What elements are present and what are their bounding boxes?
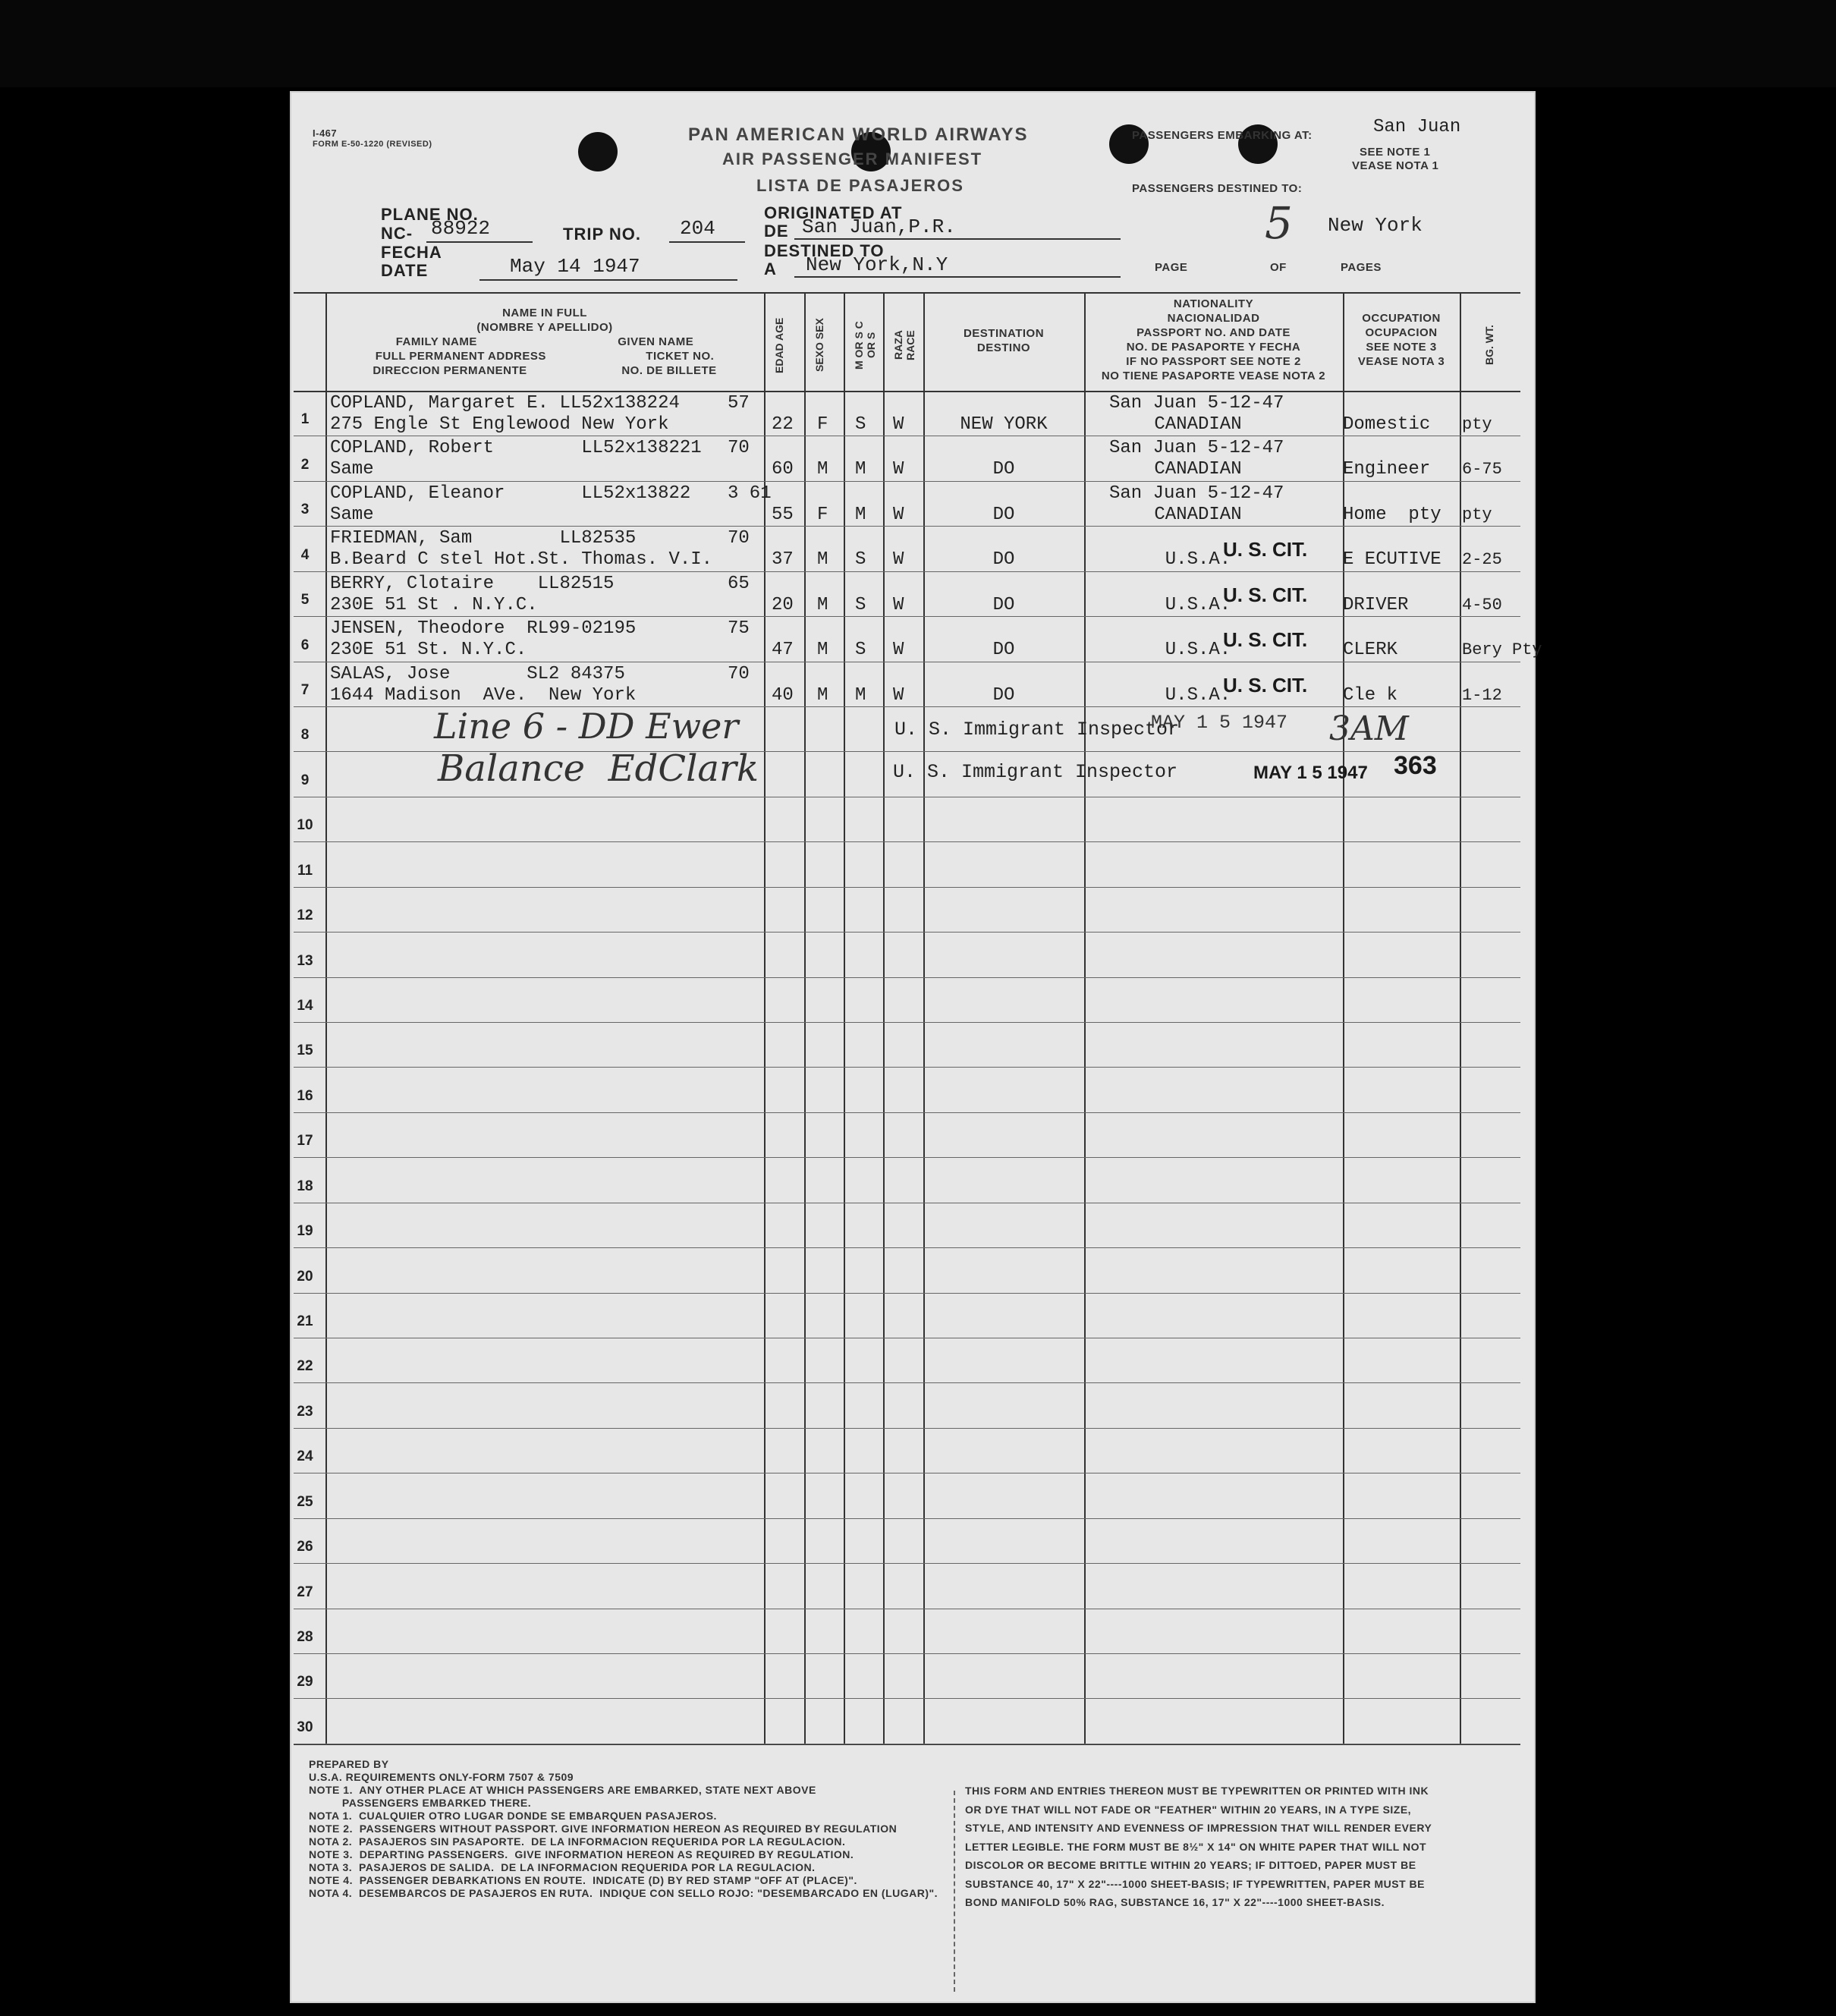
time-line8: 3AM — [1329, 709, 1409, 748]
passenger-nationality: CANADIAN — [1154, 414, 1242, 435]
passenger-sex: M — [817, 549, 828, 571]
col-header-bg-wt: BG. WT. — [1483, 325, 1495, 366]
header-bottom-border — [294, 391, 1520, 392]
col-billete: NO. DE BILLETE — [621, 364, 717, 377]
passenger-bg-wt: 2-25 — [1462, 550, 1502, 570]
passenger-address: 1644 Madison AVe. New York — [330, 684, 637, 706]
row-divider — [294, 1157, 1520, 1158]
destined-to-underline — [794, 276, 1121, 278]
row-number: 19 — [297, 1223, 313, 1240]
col-occupation-line: SEE NOTE 3 — [1366, 341, 1437, 354]
row-number: 3 — [300, 502, 310, 518]
col-nationality-line: NO TIENE PASAPORTE VEASE NOTA 2 — [1101, 370, 1326, 382]
row-divider — [294, 887, 1520, 888]
passenger-nationality: U.S.A. — [1165, 549, 1231, 571]
passenger-sex: M — [817, 684, 828, 706]
col-destination-line: DESTINATION — [963, 327, 1045, 340]
passenger-occupation: Engineer — [1343, 459, 1431, 480]
row-divider — [294, 1022, 1520, 1023]
passenger-occupation: Home pty — [1343, 504, 1441, 525]
passenger-weight: 3 61 — [728, 483, 772, 504]
passenger-bg-wt: 1-12 — [1462, 685, 1502, 705]
passenger-nationality: U.S.A. — [1165, 684, 1231, 706]
passenger-bg-wt: 6-75 — [1462, 460, 1502, 480]
de-label: DE — [764, 222, 789, 241]
plane-prefix: NC- — [381, 224, 413, 243]
punch-hole — [578, 132, 618, 171]
passenger-age: 55 — [772, 504, 794, 525]
row-number: 16 — [297, 1087, 313, 1104]
passenger-address: Same — [330, 504, 374, 525]
col-header-nationality — [1084, 297, 1343, 383]
row-number: 20 — [297, 1268, 313, 1285]
row-divider — [294, 1247, 1520, 1248]
col-name-row — [325, 349, 764, 363]
col-occupation-line: VEASE NOTA 3 — [1357, 355, 1445, 368]
table-top-border — [294, 292, 1520, 294]
note-line: NOTA 3. PASAJEROS DE SALIDA. DE LA INFORMACION REQUERIDA POR LA REGULACION. — [309, 1861, 816, 1873]
row-number: 30 — [297, 1719, 313, 1735]
passenger-destination: DO — [992, 459, 1015, 480]
passenger-race: W — [893, 549, 904, 571]
airline-name: PAN AMERICAN WORLD AIRWAYS — [688, 124, 1029, 145]
row-number: 12 — [297, 907, 313, 924]
passenger-name-ticket: FRIEDMAN, Sam LL82535 — [330, 528, 637, 549]
note-line: PREPARED BY — [309, 1758, 389, 1770]
passenger-nationality: CANADIAN — [1154, 504, 1242, 525]
passenger-occupation: Cle k — [1343, 684, 1398, 706]
col-occupation-line: OCCUPATION — [1362, 312, 1441, 325]
passenger-sex: F — [817, 504, 828, 525]
passenger-race: W — [893, 640, 904, 661]
col-header-race: RAZA RACE — [892, 330, 916, 360]
row-number: 29 — [297, 1674, 313, 1690]
row-divider — [294, 1518, 1520, 1519]
passenger-marital: S — [855, 549, 866, 571]
col-family-name: FAMILY NAME — [395, 335, 477, 348]
passenger-bg-wt: pty — [1462, 415, 1492, 434]
row-divider — [294, 1563, 1520, 1564]
originated-value: San Juan,P.R. — [802, 215, 956, 238]
col-border — [804, 292, 806, 1745]
passenger-occupation: Domestic — [1343, 414, 1431, 435]
passenger-passport: San Juan 5-12-47 — [1109, 483, 1284, 504]
date-underline — [479, 279, 737, 281]
col-header-age: EDAD AGE — [773, 317, 785, 373]
note-line: NOTE 2. PASSENGERS WITHOUT PASSPORT. GIVE INFORMATION HEREON AS REQUIRED BY REGULATION — [309, 1823, 898, 1835]
passenger-weight: 70 — [728, 528, 750, 549]
passenger-age: 22 — [772, 414, 794, 435]
note-line: U.S.A. REQUIREMENTS ONLY-FORM 7507 & 7509 — [309, 1771, 574, 1783]
col-direccion: DIRECCION PERMANENTE — [373, 364, 527, 377]
notes-separator — [954, 1791, 955, 1992]
col-name-line: (NOMBRE Y APELLIDO) — [476, 321, 613, 334]
see-note-1: SEE NOTE 1 — [1360, 146, 1431, 159]
col-name-row — [325, 335, 764, 349]
date-value: May 14 1947 — [510, 255, 640, 278]
handwritten-line9: Balance EdClark — [438, 747, 759, 790]
row-divider — [294, 1067, 1520, 1068]
inspector-line9: U. S. Immigrant Inspector — [893, 761, 1178, 783]
passenger-sex: F — [817, 414, 828, 435]
passenger-bg-wt: 4-50 — [1462, 595, 1502, 615]
row-number: 14 — [297, 998, 313, 1014]
row-divider — [294, 1293, 1520, 1294]
row-divider — [294, 1653, 1520, 1654]
passenger-name-ticket: JENSEN, Theodore RL99-02195 — [330, 618, 637, 640]
passenger-marital: M — [855, 459, 866, 480]
trip-no-label: TRIP NO. — [563, 225, 641, 244]
col-header-destination — [923, 326, 1084, 355]
row-number: 10 — [297, 817, 313, 834]
row-divider — [294, 1698, 1520, 1699]
row-divider — [294, 1382, 1520, 1383]
passenger-address: 230E 51 St . N.Y.C. — [330, 594, 538, 615]
row-number: 11 — [297, 862, 313, 879]
passenger-destination: NEW YORK — [960, 414, 1048, 435]
note-line: NOTA 4. DESEMBARCOS DE PASAJEROS EN RUTA. INDIQUE CON SELLO ROJO: "DESEMBARCADO EN (LUGAR)". — [309, 1887, 938, 1899]
col-header-occupation — [1343, 311, 1460, 369]
row-number: 5 — [300, 592, 310, 609]
col-header-marital: M OR S C OR S — [853, 321, 877, 370]
passenger-race: W — [893, 414, 904, 435]
note-line: NOTE 1. ANY OTHER PLACE AT WHICH PASSENGERS ARE EMBARKED, STATE NEXT ABOVE — [309, 1784, 816, 1796]
form-id: I-467 — [313, 127, 338, 139]
a-label: A — [764, 259, 777, 278]
col-nationality-line: PASSPORT NO. AND DATE — [1136, 326, 1291, 339]
passenger-name-ticket: COPLAND, Eleanor LL52x13822 — [330, 483, 691, 504]
passenger-occupation: DRIVER — [1343, 594, 1409, 615]
manifest-title-es: LISTA DE PASAJEROS — [756, 176, 964, 195]
row-divider — [294, 481, 1520, 482]
handwritten-line8: Line 6 - DD Ewer — [434, 706, 739, 747]
col-ticket: TICKET NO. — [646, 350, 715, 363]
passenger-address: 275 Engle St Englewood New York — [330, 414, 669, 435]
col-border — [325, 292, 327, 1745]
scan-background — [0, 0, 1836, 87]
passenger-marital: M — [855, 684, 866, 706]
destined-to-label: DESTINED TO — [764, 241, 885, 260]
passenger-bg-wt: Bery Pty — [1462, 640, 1542, 660]
plane-no: 88922 — [431, 217, 491, 240]
row-number: 23 — [297, 1403, 313, 1420]
col-nationality-line: NATIONALITY — [1173, 297, 1254, 310]
passenger-marital: M — [855, 504, 866, 525]
note-line: NOTA 2. PASAJEROS SIN PASAPORTE. DE LA INFORMACION REQUERIDA POR LA REGULACION. — [309, 1835, 846, 1848]
note-line: NOTE 4. PASSENGER DEBARKATIONS EN ROUTE. INDICATE (D) BY RED STAMP "OFF AT (PLACE)". — [309, 1874, 857, 1886]
row-number: 17 — [297, 1133, 313, 1150]
manifest-page — [290, 91, 1542, 2003]
passenger-address: B.Beard C stel Hot.St. Thomas. V.I. — [330, 549, 713, 571]
passenger-name-ticket: COPLAND, Margaret E. LL52x138224 — [330, 393, 680, 414]
passenger-passport: San Juan 5-12-47 — [1109, 438, 1284, 459]
col-border — [883, 292, 885, 1745]
col-border — [844, 292, 845, 1745]
citizenship-stamp: U. S. CIT. — [1223, 583, 1308, 606]
passenger-marital: S — [855, 640, 866, 661]
form-id-revised: FORM E-50-1220 (REVISED) — [313, 140, 432, 149]
stamp-date-line9: MAY 1 5 1947 — [1253, 763, 1368, 783]
col-destination-line: DESTINO — [976, 341, 1031, 354]
passenger-marital: S — [855, 594, 866, 615]
of-label: OF — [1270, 261, 1287, 274]
notes-right: THIS FORM AND ENTRIES THEREON MUST BE TYPEWRITTEN OR PRINTED WITH INK OR DYE THAT WILL NOT FADE OR "FEATHER" WITHIN 20 YEARS, IN A TYPE SIZE, STYLE, AND INTENSITY AND EVENNESS OF IMPRESSION THAT WILL RENDER EVERY LETTER LEGIBLE. THE FORM MUST BE 8½" X 14" ON WHITE PAPER THAT WILL NOT DISCOLOR OR BECOME BRITTLE WITHIN 20 YEARS; IF DITTOED, PAPER MUST BE SUBSTANCE 40, 17" X 22"----1000 SHEET-BASIS; IF TYPEWRITTEN, PAPER MUST BE BOND MANIFOLD 50% RAG, SUBSTANCE 16, 17" X 22"----1000 SHEET-BASIS. — [965, 1785, 1432, 1908]
passenger-nationality: U.S.A. — [1165, 640, 1231, 661]
citizenship-stamp: U. S. CIT. — [1223, 628, 1308, 652]
row-divider — [294, 932, 1520, 933]
inspector-line8: U. S. Immigrant Inspector — [894, 719, 1180, 741]
row-number: 6 — [300, 637, 310, 653]
passenger-race: W — [893, 594, 904, 615]
row-number: 4 — [300, 546, 310, 563]
passenger-destination: DO — [992, 640, 1015, 661]
row-divider — [294, 571, 1520, 572]
col-border — [1460, 292, 1461, 1745]
row-number: 8 — [300, 727, 310, 744]
passenger-weight: 65 — [728, 573, 750, 594]
passenger-weight: 70 — [728, 663, 750, 684]
trip-no-underline — [669, 241, 745, 243]
passenger-age: 37 — [772, 549, 794, 571]
passenger-age: 40 — [772, 684, 794, 706]
passenger-race: W — [893, 459, 904, 480]
passenger-destination: DO — [992, 594, 1015, 615]
passenger-name-ticket: COPLAND, Robert LL52x138221 — [330, 438, 702, 459]
passenger-weight: 70 — [728, 438, 750, 459]
citizenship-stamp: U. S. CIT. — [1223, 538, 1308, 561]
passenger-address: 230E 51 St. N.Y.C. — [330, 640, 527, 661]
col-nationality-line: IF NO PASSPORT SEE NOTE 2 — [1126, 355, 1301, 368]
passenger-name-ticket: BERRY, Clotaire LL82515 — [330, 573, 615, 594]
passenger-destination: DO — [992, 684, 1015, 706]
destined-value: New York — [1328, 214, 1423, 237]
row-number: 21 — [297, 1313, 313, 1330]
trip-no: 204 — [680, 217, 715, 240]
note-line: NOTE 3. DEPARTING PASSENGERS. GIVE INFORMATION HEREON AS REQUIRED BY REGULATION. — [309, 1848, 854, 1860]
row-number: 13 — [297, 952, 313, 969]
plane-no-label: PLANE NO. — [381, 205, 479, 224]
passenger-weight: 75 — [728, 618, 750, 640]
row-divider — [294, 1112, 1520, 1113]
row-number: 2 — [300, 456, 310, 473]
manifest-title: AIR PASSENGER MANIFEST — [722, 149, 983, 168]
destined-to-value: New York,N.Y — [806, 253, 948, 276]
passenger-sex: M — [817, 459, 828, 480]
col-name-row — [325, 363, 764, 378]
stamp-date-line8: MAY 1 5 1947 — [1151, 712, 1288, 734]
originated-underline — [794, 238, 1121, 240]
passenger-address: Same — [330, 459, 374, 480]
passenger-bg-wt: pty — [1462, 505, 1492, 524]
passenger-race: W — [893, 684, 904, 706]
passenger-passport: San Juan 5-12-47 — [1109, 393, 1284, 414]
passenger-destination: DO — [992, 504, 1015, 525]
col-nationality-line: NO. DE PASAPORTE Y FECHA — [1126, 341, 1301, 354]
note-line: PASSENGERS EMBARKED THERE. — [309, 1797, 532, 1809]
passenger-age: 47 — [772, 640, 794, 661]
passenger-table — [294, 292, 1542, 1745]
passenger-sex: M — [817, 640, 828, 661]
row-divider — [294, 977, 1520, 978]
col-address: FULL PERMANENT ADDRESS — [375, 350, 546, 363]
passenger-destination: DO — [992, 549, 1015, 571]
row-number: 25 — [297, 1493, 313, 1510]
passenger-nationality: U.S.A. — [1165, 594, 1231, 615]
citizenship-stamp: U. S. CIT. — [1223, 673, 1308, 697]
col-occupation-line: OCUPACION — [1365, 326, 1438, 339]
row-number: 26 — [297, 1539, 313, 1555]
row-number: 7 — [300, 682, 310, 698]
row-number: 22 — [297, 1358, 313, 1375]
row-number: 9 — [300, 772, 310, 788]
row-number: 18 — [297, 1178, 313, 1194]
passenger-marital: S — [855, 414, 866, 435]
passenger-occupation: E ECUTIVE — [1343, 549, 1441, 571]
passenger-age: 20 — [772, 594, 794, 615]
embarking-value: San Juan — [1373, 117, 1461, 137]
row-number: 28 — [297, 1629, 313, 1646]
col-border — [764, 292, 766, 1745]
passenger-nationality: CANADIAN — [1154, 459, 1242, 480]
row-divider — [294, 526, 1520, 527]
originated-label: ORIGINATED AT — [764, 203, 903, 222]
col-nationality-line: NACIONALIDAD — [1167, 312, 1260, 325]
vease-nota-1: VEASE NOTA 1 — [1352, 159, 1439, 172]
page-label: PAGE — [1155, 261, 1188, 274]
row-number: 24 — [297, 1448, 313, 1465]
fecha-label: FECHA — [381, 243, 442, 262]
passenger-age: 60 — [772, 459, 794, 480]
row-number: 27 — [297, 1584, 313, 1600]
page-number: 5 — [1265, 197, 1293, 249]
destined-label: PASSENGERS DESTINED TO: — [1132, 182, 1303, 195]
col-given-name: GIVEN NAME — [618, 335, 694, 348]
date-label: DATE — [381, 261, 429, 280]
pages-label: PAGES — [1341, 261, 1382, 274]
row-divider — [294, 616, 1520, 617]
stamp-number-line9: 363 — [1394, 751, 1437, 780]
embarking-label: PASSENGERS EMBARKING AT: — [1132, 129, 1313, 142]
row-number: 1 — [300, 411, 310, 428]
passenger-weight: 57 — [728, 393, 750, 414]
plane-no-underline — [426, 241, 533, 243]
row-divider — [294, 1428, 1520, 1429]
col-header-sex: SEXO SEX — [813, 318, 825, 373]
col-header-name — [325, 306, 764, 378]
passenger-race: W — [893, 504, 904, 525]
row-number: 15 — [297, 1043, 313, 1059]
row-divider — [294, 841, 1520, 842]
col-name-line: NAME IN FULL — [502, 307, 587, 319]
note-line: NOTA 1. CUALQUIER OTRO LUGAR DONDE SE EMBARQUEN PASAJEROS. — [309, 1810, 717, 1822]
passenger-name-ticket: SALAS, Jose SL2 84375 — [330, 663, 625, 684]
passenger-sex: M — [817, 594, 828, 615]
passenger-occupation: CLERK — [1343, 640, 1398, 661]
